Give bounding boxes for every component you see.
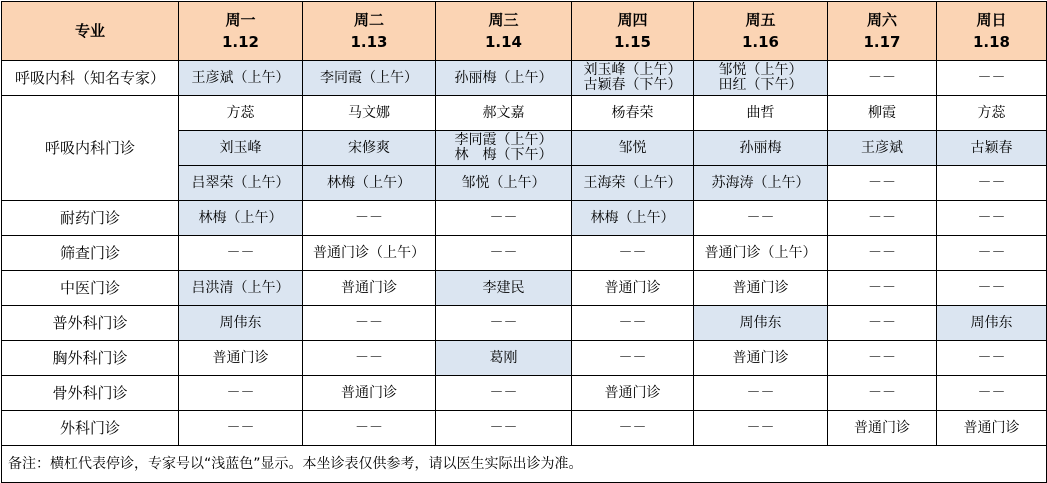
schedule-cell: 周伟东 [179, 306, 303, 341]
schedule-cell: －－ [572, 341, 694, 376]
weekday-label: 周日 [976, 11, 1007, 29]
dept-column-header: 专业 [2, 2, 179, 61]
schedule-cell: －－ [436, 201, 572, 236]
schedule-cell: 普通门诊 [572, 271, 694, 306]
date-label: 1.15 [613, 33, 651, 51]
schedule-cell: －－ [303, 306, 436, 341]
schedule-cell: －－ [572, 306, 694, 341]
schedule-cell: 李建民 [436, 271, 572, 306]
schedule-cell: 李同霞（上午） 林 梅（下午） [436, 131, 572, 166]
schedule-cell: －－ [303, 201, 436, 236]
schedule-cell: －－ [694, 201, 828, 236]
schedule-cell: －－ [937, 271, 1047, 306]
schedule-cell: －－ [828, 61, 937, 96]
schedule-cell: 古颖春 [937, 131, 1047, 166]
day-header-wed [436, 2, 572, 61]
table-row [2, 61, 1047, 96]
schedule-cell: 普通门诊 [572, 376, 694, 411]
schedule-cell: 方蕊 [937, 96, 1047, 131]
schedule-cell: －－ [828, 341, 937, 376]
schedule-cell: －－ [436, 306, 572, 341]
schedule-cell: －－ [179, 236, 303, 271]
weekday-label: 周二 [353, 11, 384, 29]
schedule-cell: 郝文嘉 [436, 96, 572, 131]
table-row [2, 376, 1047, 411]
schedule-cell: 孙丽梅 [694, 131, 828, 166]
date-label: 1.13 [350, 33, 388, 51]
clinic-schedule-table [1, 1, 1047, 483]
schedule-cell: －－ [937, 376, 1047, 411]
schedule-cell: －－ [179, 376, 303, 411]
schedule-cell: 曲哲 [694, 96, 828, 131]
schedule-cell: 周伟东 [937, 306, 1047, 341]
date-label: 1.14 [484, 33, 522, 51]
schedule-cell: －－ [828, 376, 937, 411]
weekday-label: 周六 [866, 11, 897, 29]
table-row [2, 271, 1047, 306]
day-header-fri [694, 2, 828, 61]
schedule-cell: 王彦斌 [828, 131, 937, 166]
schedule-cell: 李同霞（上午） [303, 61, 436, 96]
dept-name-cell: 普外科门诊 [2, 306, 179, 341]
schedule-cell: 王海荣（上午） [572, 166, 694, 201]
table-row [2, 236, 1047, 271]
schedule-cell: －－ [572, 236, 694, 271]
schedule-cell: －－ [828, 166, 937, 201]
schedule-cell: －－ [436, 236, 572, 271]
day-header-sun [937, 2, 1047, 61]
weekday-label: 周三 [488, 11, 519, 29]
table-row [2, 201, 1047, 236]
schedule-cell: 孙丽梅（上午） [436, 61, 572, 96]
schedule-cell: 普通门诊 [828, 411, 937, 446]
schedule-cell: －－ [828, 271, 937, 306]
schedule-cell: －－ [179, 411, 303, 446]
footnote: 备注：横杠代表停诊，专家号以“浅蓝色”显示。本坐诊表仅供参考，请以医生实际出诊为准。 [2, 446, 1047, 483]
schedule-cell: 邹悦 [572, 131, 694, 166]
note-row [2, 446, 1047, 483]
schedule-cell: 普通门诊 [303, 376, 436, 411]
schedule-cell: －－ [828, 306, 937, 341]
table-row [2, 341, 1047, 376]
dept-name-cell: 呼吸内科门诊 [2, 96, 179, 201]
dept-name-cell: 耐药门诊 [2, 201, 179, 236]
schedule-cell: 林梅（上午） [572, 201, 694, 236]
schedule-cell: －－ [572, 411, 694, 446]
day-header-mon [179, 2, 303, 61]
schedule-cell: －－ [937, 61, 1047, 96]
schedule-cell: 柳霞 [828, 96, 937, 131]
dept-name-cell: 中医门诊 [2, 271, 179, 306]
schedule-cell: －－ [303, 341, 436, 376]
schedule-cell: 普通门诊 [694, 271, 828, 306]
date-label: 1.16 [741, 33, 779, 51]
schedule-cell: －－ [937, 236, 1047, 271]
schedule-cell: 宋修爽 [303, 131, 436, 166]
schedule-cell: －－ [828, 201, 937, 236]
weekday-label: 周五 [745, 11, 776, 29]
day-header-sat [828, 2, 937, 61]
table-row [2, 306, 1047, 341]
schedule-cell: 普通门诊 [937, 411, 1047, 446]
schedule-cell: 邹悦（上午） 田红（下午） [694, 61, 828, 96]
schedule-cell: －－ [828, 236, 937, 271]
schedule-cell: －－ [937, 166, 1047, 201]
schedule-cell: －－ [303, 411, 436, 446]
schedule-cell: －－ [436, 376, 572, 411]
schedule-cell: 苏海涛（上午） [694, 166, 828, 201]
dept-name-cell: 外科门诊 [2, 411, 179, 446]
schedule-cell: 普通门诊（上午） [303, 236, 436, 271]
schedule-cell: －－ [694, 376, 828, 411]
date-label: 1.17 [863, 33, 901, 51]
schedule-cell: 刘玉峰 [179, 131, 303, 166]
schedule-cell: 林梅（上午） [303, 166, 436, 201]
day-header-thu [572, 2, 694, 61]
schedule-cell: 王彦斌（上午） [179, 61, 303, 96]
schedule-cell: 刘玉峰（上午） 古颖春（下午） [572, 61, 694, 96]
schedule-cell: 普通门诊（上午） [694, 236, 828, 271]
schedule-cell: 吕洪清（上午） [179, 271, 303, 306]
weekday-label: 周一 [225, 11, 256, 29]
schedule-cell: 周伟东 [694, 306, 828, 341]
dept-name-cell: 骨外科门诊 [2, 376, 179, 411]
table-row [2, 411, 1047, 446]
schedule-cell: 林梅（上午） [179, 201, 303, 236]
date-label: 1.12 [221, 33, 259, 51]
schedule-cell: 杨春荣 [572, 96, 694, 131]
dept-name-cell: 呼吸内科（知名专家） [2, 61, 179, 96]
day-header-tue [303, 2, 436, 61]
schedule-cell: －－ [436, 411, 572, 446]
schedule-cell: 葛刚 [436, 341, 572, 376]
schedule-cell: －－ [694, 411, 828, 446]
schedule-cell: －－ [937, 341, 1047, 376]
schedule-cell: 普通门诊 [179, 341, 303, 376]
header-row [2, 2, 1047, 61]
table-row [2, 96, 1047, 131]
schedule-cell: －－ [937, 201, 1047, 236]
schedule-cell: 普通门诊 [303, 271, 436, 306]
schedule-cell: 邹悦（上午） [436, 166, 572, 201]
dept-name-cell: 胸外科门诊 [2, 341, 179, 376]
date-label: 1.18 [972, 33, 1010, 51]
schedule-cell: 吕翠荣（上午） [179, 166, 303, 201]
weekday-label: 周四 [617, 11, 648, 29]
schedule-cell: 方蕊 [179, 96, 303, 131]
dept-name-cell: 筛查门诊 [2, 236, 179, 271]
schedule-cell: 马文娜 [303, 96, 436, 131]
schedule-cell: 普通门诊 [694, 341, 828, 376]
